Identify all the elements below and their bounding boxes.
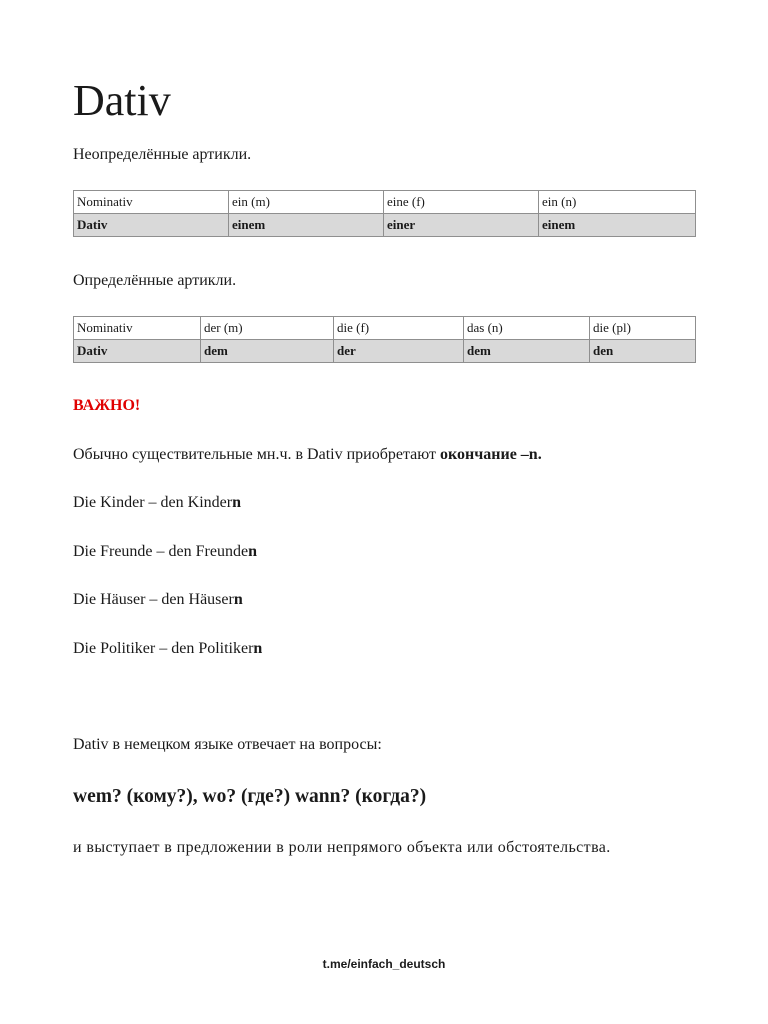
table-row-dativ [74, 214, 696, 237]
table-cell: einer [384, 214, 539, 237]
page-title: Dativ [73, 76, 171, 125]
table-cell: einem [539, 214, 696, 237]
example-text: Die Politiker – den Politiker [73, 640, 254, 657]
table-cell: das (n) [464, 317, 590, 340]
definite-articles-table [73, 316, 696, 363]
table-row-nominativ [74, 191, 696, 214]
example-text: Die Häuser – den Häuser [73, 591, 234, 608]
example-line [73, 493, 241, 513]
table-cell: ein (n) [539, 191, 696, 214]
example-ending: n [253, 640, 263, 657]
plural-rule-emphasis: окончание –n. [440, 446, 542, 463]
table-cell: einem [229, 214, 384, 237]
table-cell: der (m) [201, 317, 334, 340]
example-text: Die Kinder – den Kinder [73, 494, 233, 511]
dativ-role-paragraph: и выступает в предложении в роли непрямого объекта или обстоятельства. [73, 839, 611, 856]
example-ending: n [232, 494, 241, 511]
example-ending: n [248, 543, 257, 560]
table-cell: dem [464, 340, 590, 363]
footer-link[interactable]: t.me/einfach_deutsch [322, 957, 446, 971]
example-line [73, 542, 257, 562]
table-cell: die (f) [334, 317, 464, 340]
table-cell: Nominativ [74, 317, 201, 340]
definite-articles-heading: Определённые артикли. [73, 272, 237, 289]
plural-rule [73, 445, 542, 465]
example-line [73, 590, 243, 610]
example-text: Die Freunde – den Freunde [73, 543, 249, 560]
example-line [73, 639, 262, 659]
table-row-nominativ [74, 317, 696, 340]
table-cell: die (pl) [590, 317, 696, 340]
plural-rule-text: Обычно существительные мн.ч. в Dativ приобретают [73, 446, 440, 463]
table-cell: dem [201, 340, 334, 363]
table-row-dativ [74, 340, 696, 363]
important-label: ВАЖНО! [73, 397, 141, 414]
table-cell: der [334, 340, 464, 363]
table-cell: Dativ [74, 340, 201, 363]
table-cell: eine (f) [384, 191, 539, 214]
example-ending: n [233, 591, 243, 608]
table-cell: den [590, 340, 696, 363]
indefinite-articles-heading: Неопределённые артикли. [73, 146, 252, 163]
table-cell: Dativ [74, 214, 229, 237]
dativ-questions: wem? (кому?), wo? (где?) wann? (когда?) [73, 786, 427, 807]
questions-intro: Dativ в немецком языке отвечает на вопросы: [73, 736, 382, 753]
table-cell: ein (m) [229, 191, 384, 214]
indefinite-articles-table [73, 190, 696, 237]
table-cell: Nominativ [74, 191, 229, 214]
